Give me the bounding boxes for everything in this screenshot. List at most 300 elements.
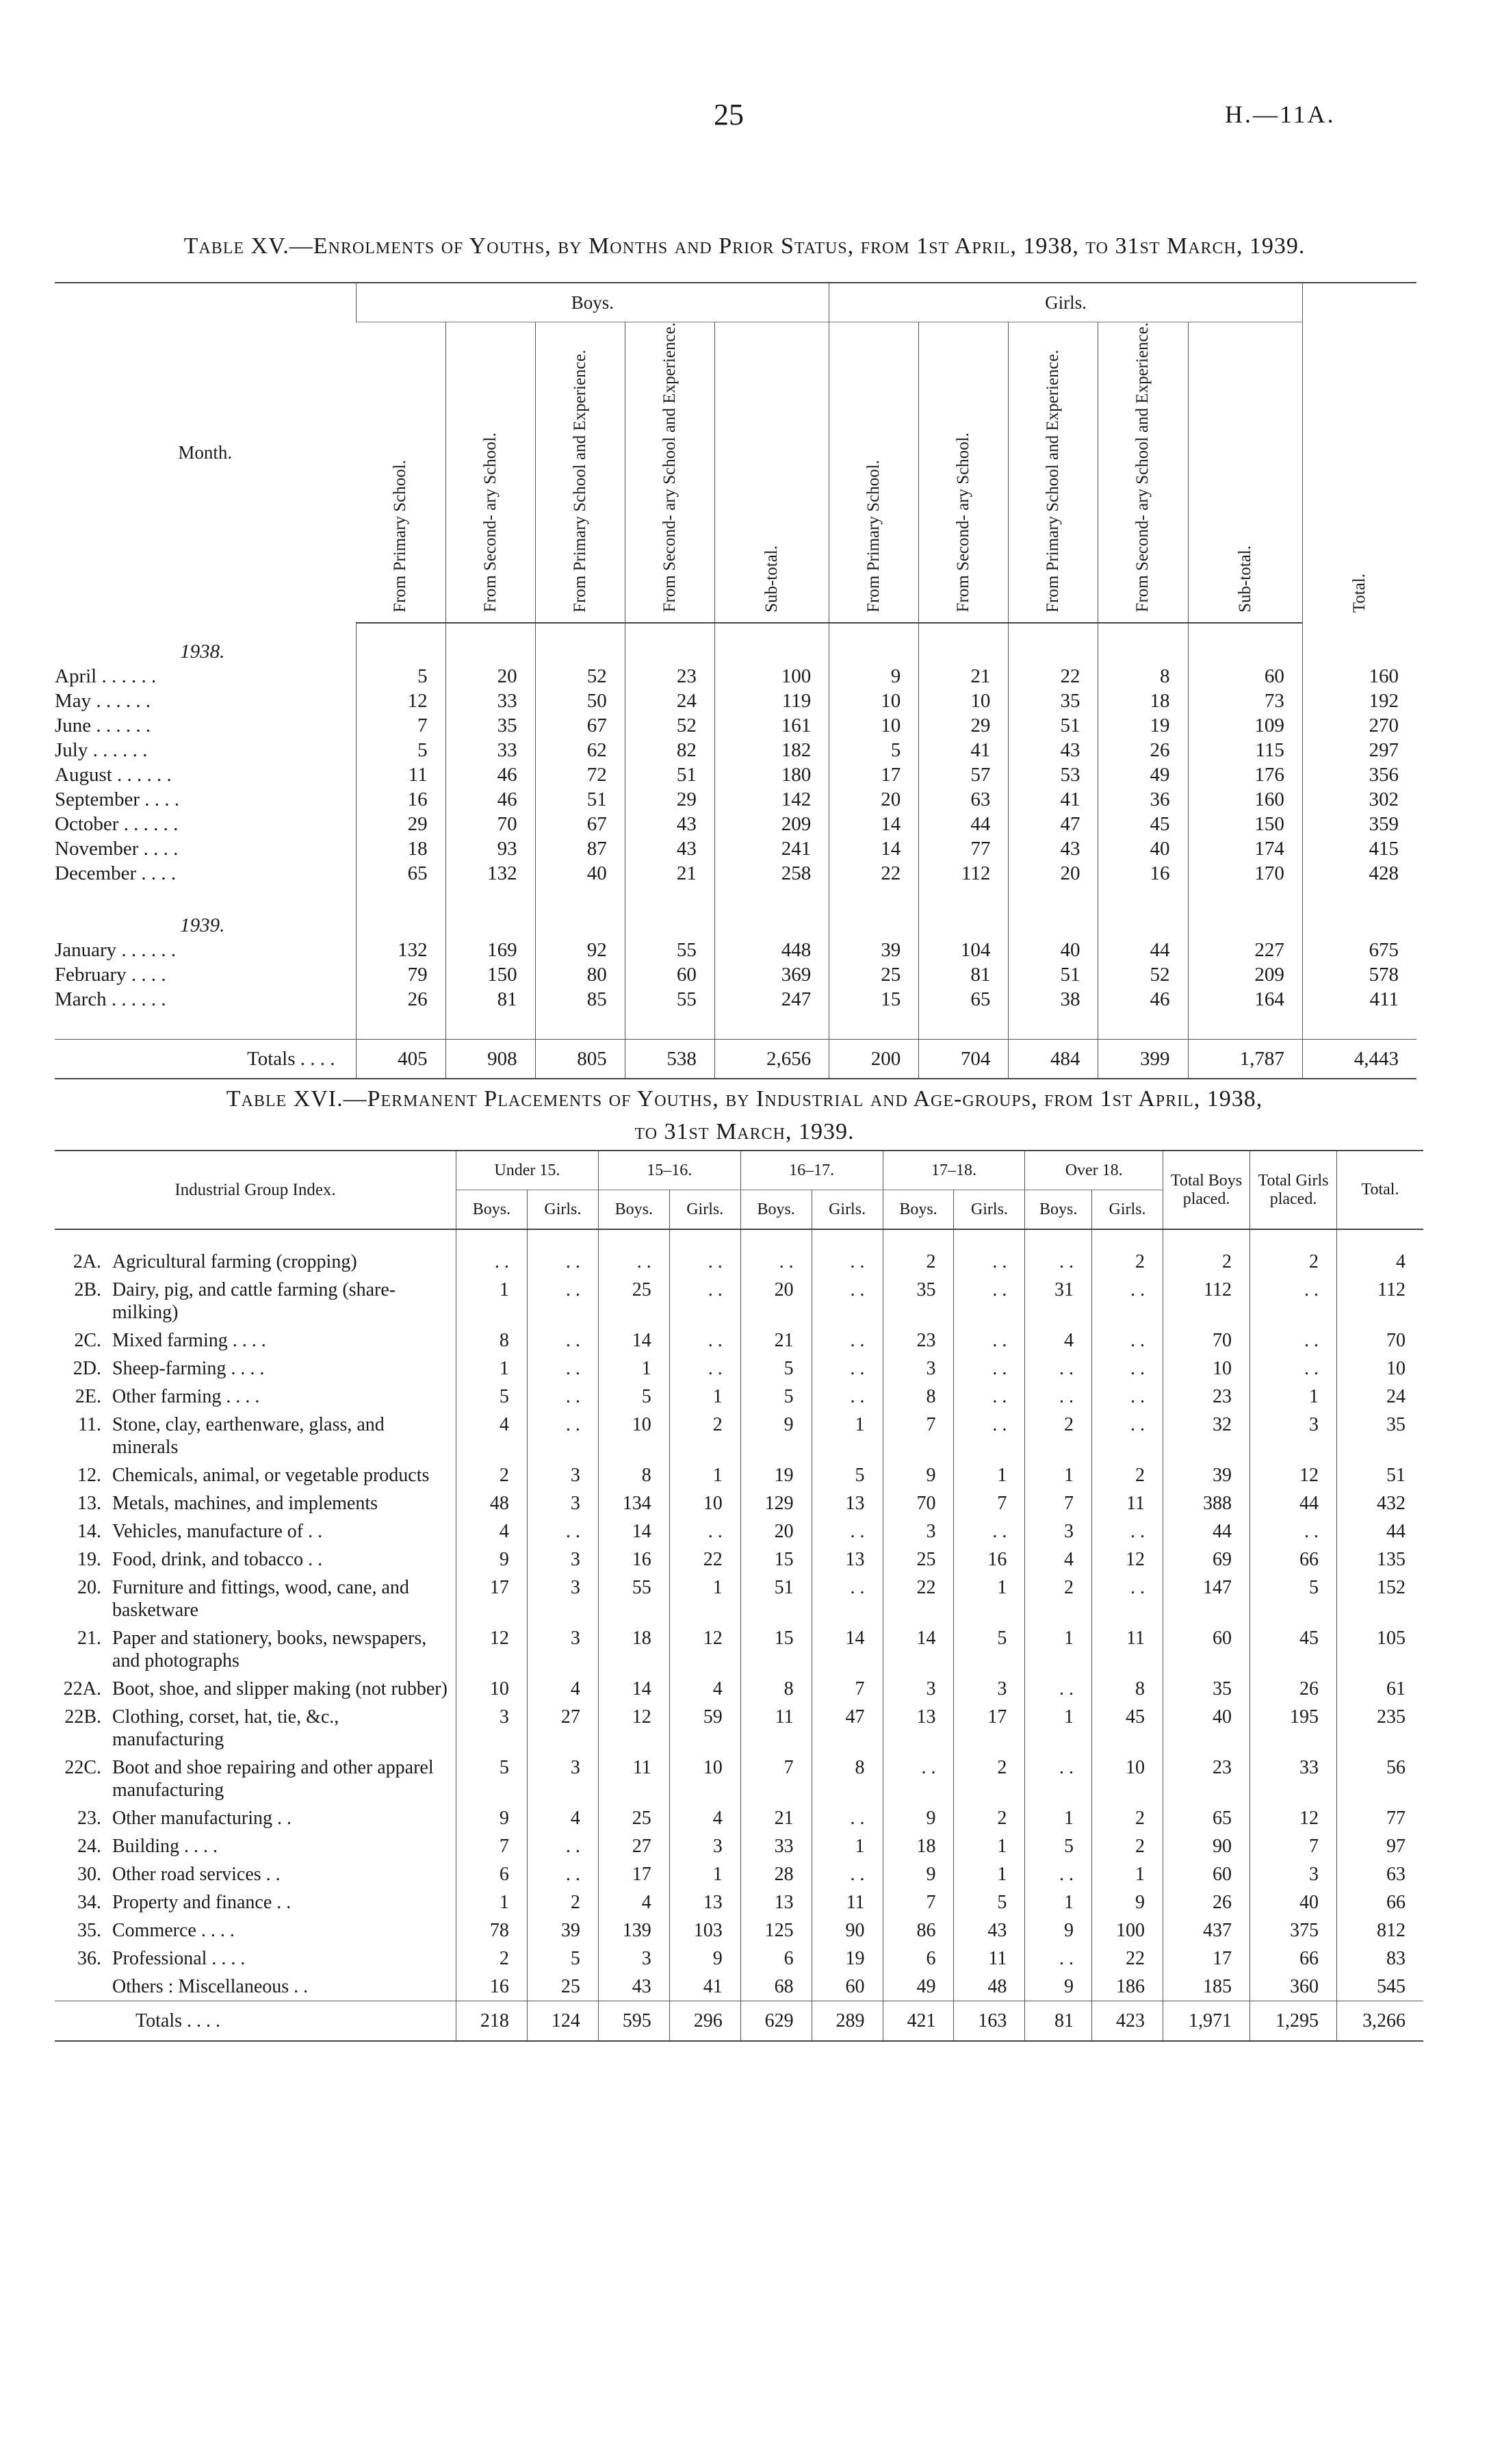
placement-cell: . . bbox=[1025, 1860, 1092, 1888]
value-cell: 100 bbox=[714, 664, 829, 689]
placement-cell: 43 bbox=[598, 1973, 669, 2001]
total-cell: 124 bbox=[527, 2001, 598, 2042]
placement-cell: 23 bbox=[883, 1326, 954, 1355]
value-cell: 39 bbox=[829, 938, 919, 962]
industry-row bbox=[55, 1754, 1423, 1804]
placement-cell: 9 bbox=[456, 1545, 528, 1574]
industry-row bbox=[55, 1411, 1423, 1461]
placement-cell: 7 bbox=[740, 1754, 812, 1804]
placement-cell: 39 bbox=[1163, 1461, 1250, 1489]
placement-cell: 8 bbox=[598, 1461, 669, 1489]
placement-cell: 186 bbox=[1092, 1973, 1163, 2001]
value-cell: 35 bbox=[1009, 689, 1098, 713]
placement-cell: 1 bbox=[456, 1888, 528, 1916]
placement-cell: 47 bbox=[812, 1703, 883, 1754]
placement-cell: 2 bbox=[456, 1461, 528, 1489]
month-label: January . . . . . . bbox=[55, 938, 177, 961]
placement-cell: . . bbox=[527, 1517, 598, 1545]
placement-cell: 77 bbox=[1337, 1804, 1424, 1832]
placement-cell: 5 bbox=[740, 1355, 812, 1383]
placement-cell: . . bbox=[812, 1276, 883, 1326]
placement-cell: . . bbox=[1092, 1411, 1163, 1461]
placement-cell: 11 bbox=[740, 1703, 812, 1754]
value-cell: 247 bbox=[714, 987, 829, 1012]
total-cell: 200 bbox=[829, 1039, 919, 1079]
placement-cell: 10 bbox=[1092, 1754, 1163, 1804]
placement-cell: . . bbox=[1025, 1675, 1092, 1703]
placement-cell: 195 bbox=[1250, 1703, 1337, 1754]
placement-cell: 16 bbox=[456, 1973, 528, 2001]
placement-cell: 66 bbox=[1337, 1888, 1424, 1916]
month-row bbox=[55, 689, 1416, 713]
industry-row bbox=[55, 1276, 1423, 1326]
placement-cell: . . bbox=[954, 1276, 1025, 1326]
table16-title-prefix: Table XVI. bbox=[226, 1086, 344, 1112]
placement-cell: 7 bbox=[1025, 1489, 1092, 1517]
placement-cell: 9 bbox=[883, 1804, 954, 1832]
total-boys-placed-header: Total Boys placed. bbox=[1163, 1151, 1250, 1229]
value-cell: 33 bbox=[445, 689, 535, 713]
total-cell: 538 bbox=[625, 1039, 714, 1079]
placement-cell: 105 bbox=[1337, 1624, 1424, 1675]
placement-cell: . . bbox=[527, 1832, 598, 1860]
placement-cell: 1 bbox=[456, 1355, 528, 1383]
value-cell: 192 bbox=[1302, 689, 1416, 713]
placement-cell: 44 bbox=[1250, 1489, 1337, 1517]
placement-cell: 25 bbox=[598, 1804, 669, 1832]
placement-cell: 45 bbox=[1250, 1624, 1337, 1675]
value-cell: 209 bbox=[1188, 962, 1302, 987]
value-cell: 93 bbox=[445, 836, 535, 861]
placement-cell: 5 bbox=[598, 1383, 669, 1411]
total-cell: 1,295 bbox=[1250, 2001, 1337, 2042]
value-cell: 44 bbox=[1098, 938, 1188, 962]
placement-cell: 129 bbox=[740, 1489, 812, 1517]
placement-cell: 2 bbox=[456, 1945, 528, 1973]
placement-cell: 11 bbox=[1092, 1489, 1163, 1517]
value-cell: 45 bbox=[1098, 812, 1188, 836]
placement-cell: 7 bbox=[954, 1489, 1025, 1517]
industry-row bbox=[55, 1489, 1423, 1517]
placement-cell: 9 bbox=[669, 1945, 740, 1973]
placement-cell: . . bbox=[1250, 1355, 1337, 1383]
month-header: Month. bbox=[178, 442, 233, 463]
value-cell: 57 bbox=[919, 762, 1009, 787]
placement-cell: 7 bbox=[883, 1411, 954, 1461]
month-label: October . . . . . . bbox=[55, 812, 179, 835]
placement-cell: . . bbox=[669, 1276, 740, 1326]
placement-cell: 1 bbox=[1025, 1888, 1092, 1916]
value-cell: 119 bbox=[714, 689, 829, 713]
month-row bbox=[55, 987, 1416, 1012]
industry-row bbox=[55, 1624, 1423, 1675]
placement-cell: . . bbox=[1250, 1326, 1337, 1355]
placement-cell: 69 bbox=[1163, 1545, 1250, 1574]
placement-cell: . . bbox=[812, 1326, 883, 1355]
placement-cell: . . bbox=[1025, 1355, 1092, 1383]
industry-row bbox=[55, 1888, 1423, 1916]
placement-cell: . . bbox=[598, 1229, 669, 1276]
placement-cell: 5 bbox=[740, 1383, 812, 1411]
placement-cell: 45 bbox=[1092, 1703, 1163, 1754]
age-group-15-16-header: 15–16. bbox=[598, 1151, 740, 1190]
value-cell: 46 bbox=[445, 762, 535, 787]
placement-cell: 112 bbox=[1163, 1276, 1250, 1326]
placement-cell: 21 bbox=[740, 1326, 812, 1355]
value-cell: 258 bbox=[714, 861, 829, 886]
placement-cell: 1 bbox=[598, 1355, 669, 1383]
placement-cell: 9 bbox=[740, 1411, 812, 1461]
value-cell: 29 bbox=[919, 713, 1009, 738]
placement-cell: . . bbox=[527, 1229, 598, 1276]
placement-cell: 3 bbox=[527, 1624, 598, 1675]
placement-cell: . . bbox=[456, 1229, 528, 1276]
month-row bbox=[55, 762, 1416, 787]
value-cell: 10 bbox=[829, 689, 919, 713]
value-cell: 675 bbox=[1302, 938, 1416, 962]
total-cell: 908 bbox=[445, 1039, 535, 1079]
placement-cell: . . bbox=[954, 1383, 1025, 1411]
industry-label: Building . . . . bbox=[112, 1836, 218, 1857]
placement-cell: . . bbox=[1250, 1517, 1337, 1545]
value-cell: 43 bbox=[1009, 836, 1098, 861]
industry-code: 34. bbox=[77, 1892, 101, 1913]
placement-cell: 100 bbox=[1092, 1916, 1163, 1945]
value-cell: 41 bbox=[1009, 787, 1098, 812]
industry-row bbox=[55, 1229, 1423, 1276]
year-row bbox=[55, 886, 1416, 938]
placement-cell: 60 bbox=[1163, 1860, 1250, 1888]
placement-cell: 40 bbox=[1250, 1888, 1337, 1916]
industry-code: 20. bbox=[77, 1577, 101, 1598]
placement-cell: 61 bbox=[1337, 1675, 1424, 1703]
placement-cell: 1 bbox=[954, 1832, 1025, 1860]
placement-cell: . . bbox=[527, 1326, 598, 1355]
value-cell: 22 bbox=[829, 861, 919, 886]
placement-cell: 3 bbox=[456, 1703, 528, 1754]
month-row bbox=[55, 713, 1416, 738]
industry-row bbox=[55, 1545, 1423, 1574]
placement-cell: . . bbox=[812, 1804, 883, 1832]
boys-from-primary-header: From Primary School. bbox=[356, 322, 445, 623]
industry-label: Food, drink, and tobacco . . bbox=[112, 1549, 323, 1570]
placement-cell: 5 bbox=[954, 1888, 1025, 1916]
value-cell: 35 bbox=[445, 713, 535, 738]
value-cell: 109 bbox=[1188, 713, 1302, 738]
placement-cell: 13 bbox=[812, 1545, 883, 1574]
industry-row bbox=[55, 1461, 1423, 1489]
placement-cell: 12 bbox=[1250, 1461, 1337, 1489]
placement-cell: 4 bbox=[456, 1517, 528, 1545]
placement-cell: 51 bbox=[1337, 1461, 1424, 1489]
placement-cell: 10 bbox=[669, 1489, 740, 1517]
value-cell: 150 bbox=[1188, 812, 1302, 836]
value-cell: 29 bbox=[625, 787, 714, 812]
placement-cell: 2 bbox=[883, 1229, 954, 1276]
placement-cell: 2 bbox=[1025, 1411, 1092, 1461]
value-cell: 5 bbox=[356, 738, 445, 762]
document-reference: H.—11A. bbox=[1225, 101, 1336, 128]
value-cell: 24 bbox=[625, 689, 714, 713]
value-cell: 176 bbox=[1188, 762, 1302, 787]
value-cell: 14 bbox=[829, 836, 919, 861]
total-cell: 289 bbox=[812, 2001, 883, 2042]
placement-cell: 1 bbox=[954, 1574, 1025, 1624]
placement-cell: 43 bbox=[954, 1916, 1025, 1945]
placement-cell: 1 bbox=[456, 1276, 528, 1326]
placement-cell: 9 bbox=[883, 1860, 954, 1888]
industry-label: Others : Miscellaneous . . bbox=[112, 1976, 309, 1997]
industry-row bbox=[55, 1383, 1423, 1411]
value-cell: 70 bbox=[445, 812, 535, 836]
placement-cell: 1 bbox=[1092, 1860, 1163, 1888]
total-cell: 399 bbox=[1098, 1039, 1188, 1079]
placement-cell: 6 bbox=[456, 1860, 528, 1888]
placement-cell: 4 bbox=[669, 1804, 740, 1832]
boys-subtotal-header: Sub-total. bbox=[714, 322, 829, 623]
value-cell: 65 bbox=[919, 987, 1009, 1012]
industry-label: Dairy, pig, and cattle farming (share-milking) bbox=[112, 1279, 396, 1323]
total-cell: 2,656 bbox=[714, 1039, 829, 1079]
value-cell: 67 bbox=[535, 812, 625, 836]
girls-group-header: Girls. bbox=[829, 283, 1303, 322]
placement-cell: . . bbox=[812, 1574, 883, 1624]
total-cell: 704 bbox=[919, 1039, 1009, 1079]
placement-cell: 4 bbox=[669, 1675, 740, 1703]
placement-cell: 20 bbox=[740, 1517, 812, 1545]
placement-cell: 27 bbox=[598, 1832, 669, 1860]
total-cell: 218 bbox=[456, 2001, 528, 2042]
industry-code: 35. bbox=[77, 1920, 101, 1941]
placement-cell: 16 bbox=[954, 1545, 1025, 1574]
placement-cell: 2 bbox=[1092, 1229, 1163, 1276]
value-cell: 20 bbox=[1009, 861, 1098, 886]
value-cell: 359 bbox=[1302, 812, 1416, 836]
boys-group-header: Boys. bbox=[356, 283, 829, 322]
total-cell: 629 bbox=[740, 2001, 812, 2042]
placement-cell: 1 bbox=[669, 1574, 740, 1624]
placement-cell: 55 bbox=[598, 1574, 669, 1624]
industry-label: Paper and stationery, books, newspapers, and photographs bbox=[112, 1628, 427, 1671]
placement-cell: 1 bbox=[1250, 1383, 1337, 1411]
value-cell: 40 bbox=[535, 861, 625, 886]
placement-cell: . . bbox=[1092, 1383, 1163, 1411]
placement-cell: 2 bbox=[1025, 1574, 1092, 1624]
month-label: February . . . . bbox=[55, 963, 166, 986]
value-cell: 448 bbox=[714, 938, 829, 962]
placement-cell: 3 bbox=[883, 1675, 954, 1703]
placement-cell: 44 bbox=[1163, 1517, 1250, 1545]
placement-cell: 3 bbox=[527, 1489, 598, 1517]
placement-cell: 1 bbox=[1025, 1703, 1092, 1754]
value-cell: 77 bbox=[919, 836, 1009, 861]
girls-from-secondary-header: From Second- ary School. bbox=[919, 322, 1009, 623]
placement-cell: 22 bbox=[1092, 1945, 1163, 1973]
value-cell: 132 bbox=[445, 861, 535, 886]
value-cell: 411 bbox=[1302, 987, 1416, 1012]
totals-label: Totals . . . . bbox=[55, 1039, 356, 1079]
value-cell: 164 bbox=[1188, 987, 1302, 1012]
placement-cell: . . bbox=[527, 1355, 598, 1383]
placement-cell: . . bbox=[527, 1860, 598, 1888]
value-cell: 7 bbox=[356, 713, 445, 738]
placement-cell: 8 bbox=[883, 1383, 954, 1411]
placement-cell: 14 bbox=[883, 1624, 954, 1675]
table15-title-prefix: Table XV. bbox=[183, 233, 289, 259]
17-18-girls-header: Girls. bbox=[954, 1190, 1025, 1230]
industry-row bbox=[55, 1675, 1423, 1703]
placement-cell: . . bbox=[812, 1383, 883, 1411]
industry-label: Metals, machines, and implements bbox=[112, 1493, 378, 1514]
placement-cell: 97 bbox=[1337, 1832, 1424, 1860]
value-cell: 55 bbox=[625, 938, 714, 962]
industry-code: 11. bbox=[78, 1414, 101, 1435]
industry-row bbox=[55, 1945, 1423, 1973]
table16-title bbox=[41, 1083, 1448, 1148]
placement-cell: 147 bbox=[1163, 1574, 1250, 1624]
industry-row bbox=[55, 1355, 1423, 1383]
industry-code: 14. bbox=[77, 1521, 101, 1542]
value-cell: 132 bbox=[356, 938, 445, 962]
value-cell: 18 bbox=[1098, 689, 1188, 713]
value-cell: 38 bbox=[1009, 987, 1098, 1012]
placement-cell: 139 bbox=[598, 1916, 669, 1945]
placement-cell: . . bbox=[740, 1229, 812, 1276]
placement-cell: 35 bbox=[1337, 1411, 1424, 1461]
value-cell: 52 bbox=[625, 713, 714, 738]
total-cell: 423 bbox=[1092, 2001, 1163, 2042]
table15 bbox=[55, 282, 1416, 1079]
placement-cell: . . bbox=[1092, 1276, 1163, 1326]
value-cell: 182 bbox=[714, 738, 829, 762]
industry-row bbox=[55, 1973, 1423, 2001]
placement-cell: 12 bbox=[1250, 1804, 1337, 1832]
industry-row bbox=[55, 1860, 1423, 1888]
placement-cell: 3 bbox=[527, 1574, 598, 1624]
value-cell: 46 bbox=[1098, 987, 1188, 1012]
placement-cell: . . bbox=[1025, 1754, 1092, 1804]
age-group-under15-header: Under 15. bbox=[456, 1151, 599, 1190]
value-cell: 52 bbox=[1098, 962, 1188, 987]
placement-cell: . . bbox=[954, 1355, 1025, 1383]
industry-label: Boot, shoe, and slipper making (not rubber) bbox=[112, 1678, 448, 1699]
placement-cell: 2 bbox=[1163, 1229, 1250, 1276]
placement-cell: 48 bbox=[954, 1973, 1025, 2001]
value-cell: 43 bbox=[625, 836, 714, 861]
placement-cell: 1 bbox=[1025, 1461, 1092, 1489]
placement-cell: 4 bbox=[1025, 1326, 1092, 1355]
placement-cell: 70 bbox=[1163, 1326, 1250, 1355]
table15-title bbox=[41, 230, 1448, 263]
value-cell: 46 bbox=[445, 787, 535, 812]
value-cell: 17 bbox=[829, 762, 919, 787]
placement-cell: 3 bbox=[1250, 1860, 1337, 1888]
total-cell: 405 bbox=[356, 1039, 445, 1079]
value-cell: 81 bbox=[919, 962, 1009, 987]
placement-cell: 26 bbox=[1163, 1888, 1250, 1916]
value-cell: 5 bbox=[356, 664, 445, 689]
industry-label: Chemicals, animal, or vegetable products bbox=[112, 1465, 430, 1486]
placement-cell: . . bbox=[669, 1355, 740, 1383]
month-row bbox=[55, 812, 1416, 836]
placement-cell: 25 bbox=[883, 1545, 954, 1574]
placement-cell: . . bbox=[1025, 1383, 1092, 1411]
placement-cell: 65 bbox=[1163, 1804, 1250, 1832]
placement-cell: 8 bbox=[740, 1675, 812, 1703]
placement-cell: 33 bbox=[740, 1832, 812, 1860]
placement-cell: 3 bbox=[1025, 1517, 1092, 1545]
value-cell: 36 bbox=[1098, 787, 1188, 812]
month-row bbox=[55, 738, 1416, 762]
value-cell: 80 bbox=[535, 962, 625, 987]
value-cell: 50 bbox=[535, 689, 625, 713]
placement-cell: 86 bbox=[883, 1916, 954, 1945]
placement-cell: 14 bbox=[598, 1326, 669, 1355]
placement-cell: 134 bbox=[598, 1489, 669, 1517]
industry-label: Clothing, corset, hat, tie, &c., manufacturing bbox=[112, 1706, 339, 1750]
placement-cell: 1 bbox=[669, 1860, 740, 1888]
total-cell: 595 bbox=[598, 2001, 669, 2042]
placement-cell: 41 bbox=[669, 1973, 740, 2001]
grand-total-header: Total. bbox=[1337, 1151, 1424, 1229]
industry-code: 2E. bbox=[75, 1386, 101, 1407]
value-cell: 79 bbox=[356, 962, 445, 987]
value-cell: 160 bbox=[1302, 664, 1416, 689]
total-header: Total. bbox=[1302, 283, 1416, 623]
value-cell: 67 bbox=[535, 713, 625, 738]
placement-cell: 2 bbox=[954, 1804, 1025, 1832]
industry-label: Boot and shoe repairing and other apparel manufacturing bbox=[112, 1757, 434, 1801]
placement-cell: 16 bbox=[598, 1545, 669, 1574]
16-17-boys-header: Boys. bbox=[740, 1190, 812, 1230]
value-cell: 369 bbox=[714, 962, 829, 987]
placement-cell: 3 bbox=[883, 1355, 954, 1383]
placement-cell: 13 bbox=[883, 1703, 954, 1754]
placement-cell: 437 bbox=[1163, 1916, 1250, 1945]
totals-row bbox=[55, 1039, 1416, 1079]
placement-cell: 10 bbox=[598, 1411, 669, 1461]
placement-cell: 17 bbox=[954, 1703, 1025, 1754]
month-label: June . . . . . . bbox=[55, 714, 151, 736]
placement-cell: 360 bbox=[1250, 1973, 1337, 2001]
placement-cell: 7 bbox=[883, 1888, 954, 1916]
placement-cell: . . bbox=[883, 1754, 954, 1804]
placement-cell: 4 bbox=[1025, 1545, 1092, 1574]
industry-code: 13. bbox=[77, 1493, 101, 1514]
month-row bbox=[55, 962, 1416, 987]
value-cell: 578 bbox=[1302, 962, 1416, 987]
placement-cell: 3 bbox=[527, 1545, 598, 1574]
placement-cell: 13 bbox=[669, 1888, 740, 1916]
placement-cell: 1 bbox=[954, 1461, 1025, 1489]
value-cell: 16 bbox=[1098, 861, 1188, 886]
total-girls-placed-header: Total Girls placed. bbox=[1250, 1151, 1337, 1229]
industry-label: Sheep-farming . . . . bbox=[112, 1358, 265, 1379]
placement-cell: . . bbox=[954, 1411, 1025, 1461]
value-cell: 19 bbox=[1098, 713, 1188, 738]
placement-cell: 375 bbox=[1250, 1916, 1337, 1945]
placement-cell: 1 bbox=[669, 1383, 740, 1411]
value-cell: 43 bbox=[625, 812, 714, 836]
placement-cell: 2 bbox=[954, 1754, 1025, 1804]
15-16-girls-header: Girls. bbox=[669, 1190, 740, 1230]
industry-code: 2A. bbox=[73, 1251, 101, 1272]
placement-cell: . . bbox=[1092, 1517, 1163, 1545]
industry-code: 22B. bbox=[64, 1706, 101, 1728]
placement-cell: 14 bbox=[598, 1675, 669, 1703]
placement-cell: . . bbox=[1025, 1229, 1092, 1276]
industry-row bbox=[55, 1804, 1423, 1832]
